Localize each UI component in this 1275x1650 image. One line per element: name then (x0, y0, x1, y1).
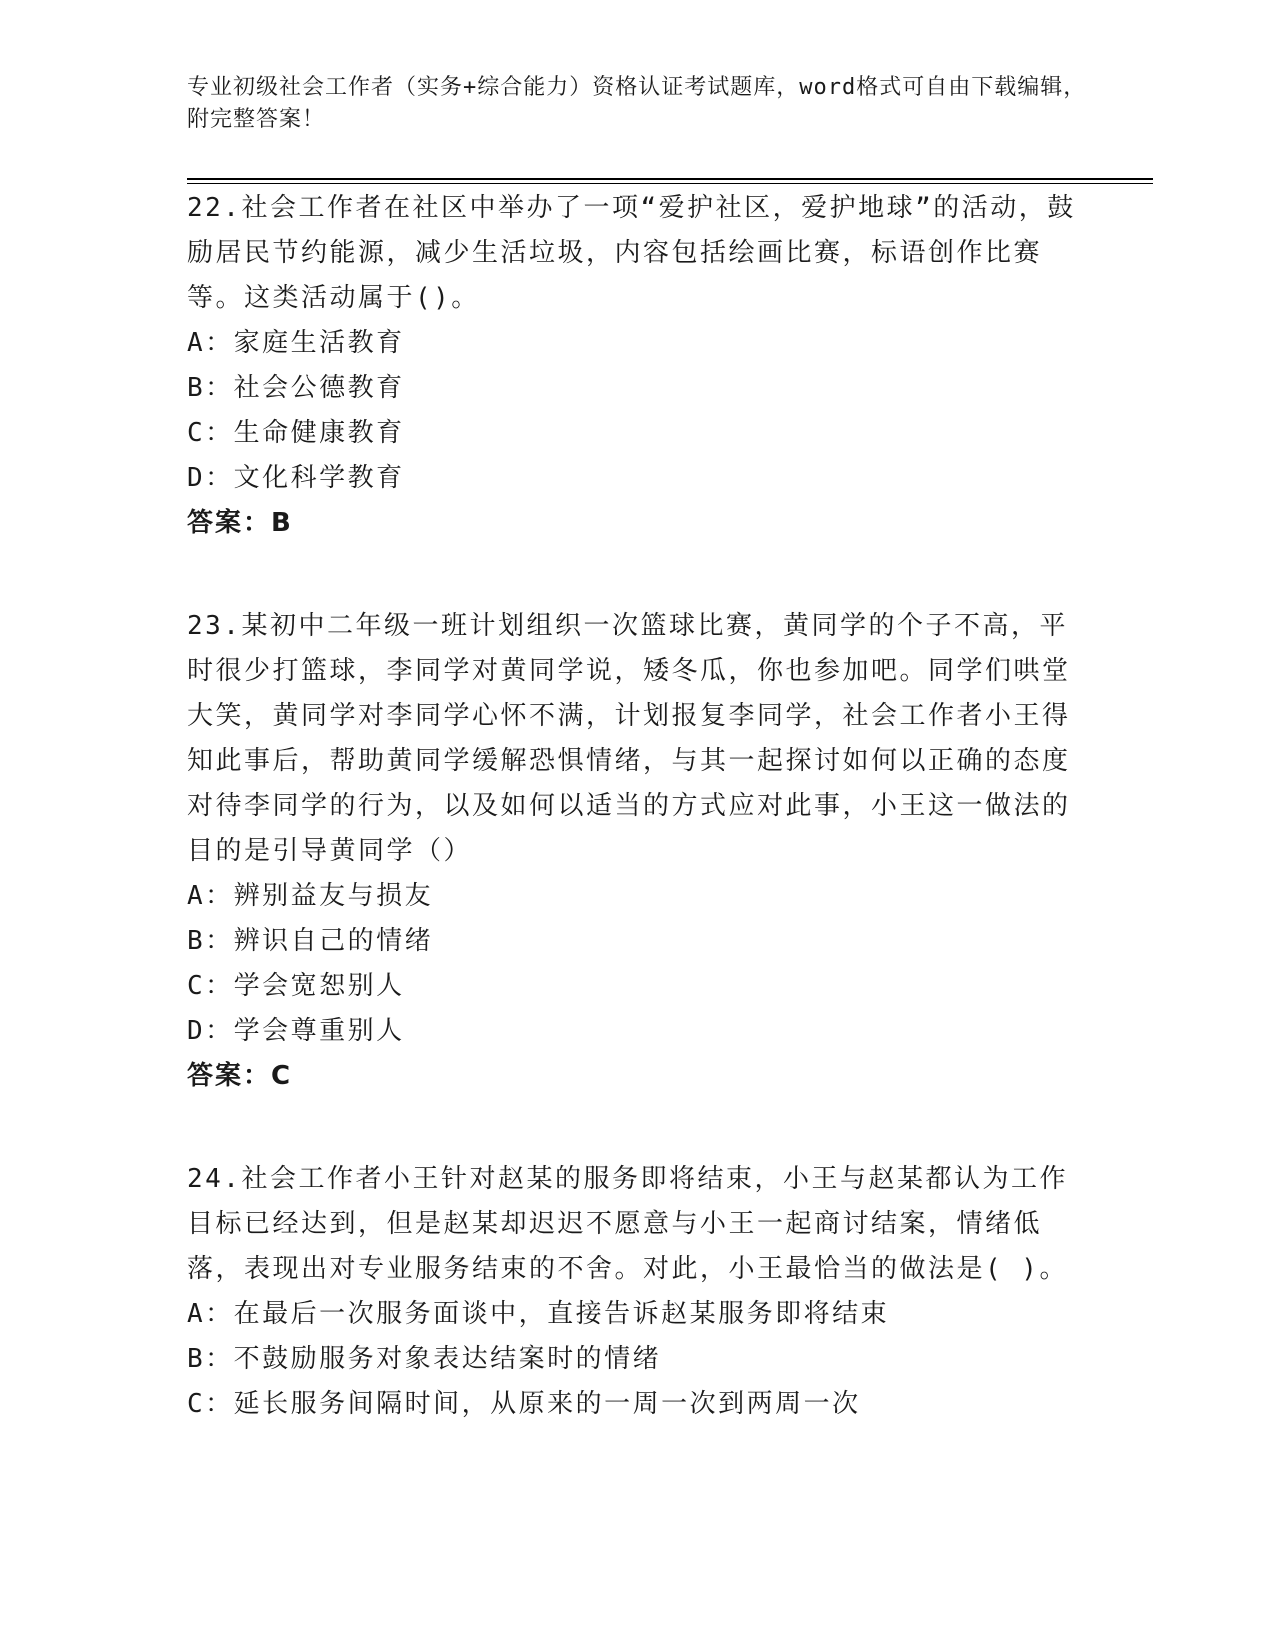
question-stem: 23.某初中二年级一班计划组织一次篮球比赛，黄同学的个子不高，平时很少打篮球，李同学对黄同学说，矮冬瓜，你也参加吧。同学们哄堂大笑，黄同学对李同学心怀不满，计划报复李同学，社会工作者小王得知此事后，帮助黄同学缓解恐惧情绪，与其一起探讨如何以正确的态度对待李同学的行为，以及如何以适当的方式应对此事，小王这一做法的目的是引导黄同学（） (187, 611, 1071, 866)
header-divider-thick (187, 178, 1153, 180)
option-b: B：辨识自己的情绪 (187, 926, 434, 956)
option-c: C：学会宽恕别人 (187, 971, 405, 1001)
option-a: A：辨别益友与损友 (187, 881, 434, 911)
option-b: B：社会公德教育 (187, 373, 405, 403)
question-22 (187, 186, 1087, 546)
document-header (187, 72, 1087, 136)
answer-label: 答案：C (187, 1061, 293, 1091)
option-d: D：文化科学教育 (187, 463, 405, 493)
question-list (187, 186, 1087, 1485)
question-stem: 24.社会工作者小王针对赵某的服务即将结束，小王与赵某都认为工作目标已经达到，但是赵某却迟迟不愿意与小王一起商讨结案，情绪低落，表现出对专业服务结束的不舍。对此，小王最恰当的做法是( )。 (187, 1164, 1068, 1284)
header-text: 专业初级社会工作者（实务+综合能力）资格认证考试题库，word格式可自由下载编辑，附完整答案！ (187, 75, 1087, 132)
option-d: D：学会尊重别人 (187, 1016, 405, 1046)
answer-label: 答案：B (187, 508, 293, 538)
question-24 (187, 1157, 1087, 1427)
option-a: A：在最后一次服务面谈中，直接告诉赵某服务即将结束 (187, 1299, 890, 1329)
header-divider-thin (187, 183, 1153, 184)
option-a: A：家庭生活教育 (187, 328, 405, 358)
option-b: B：不鼓励服务对象表达结案时的情绪 (187, 1344, 662, 1374)
option-c: C：生命健康教育 (187, 418, 405, 448)
option-c: C：延长服务间隔时间，从原来的一周一次到两周一次 (187, 1389, 861, 1419)
question-23 (187, 604, 1087, 1099)
question-stem: 22.社会工作者在社区中举办了一项“爱护社区，爱护地球”的活动，鼓励居民节约能源，减少生活垃圾，内容包括绘画比赛，标语创作比赛等。这类活动属于()。 (187, 193, 1076, 313)
